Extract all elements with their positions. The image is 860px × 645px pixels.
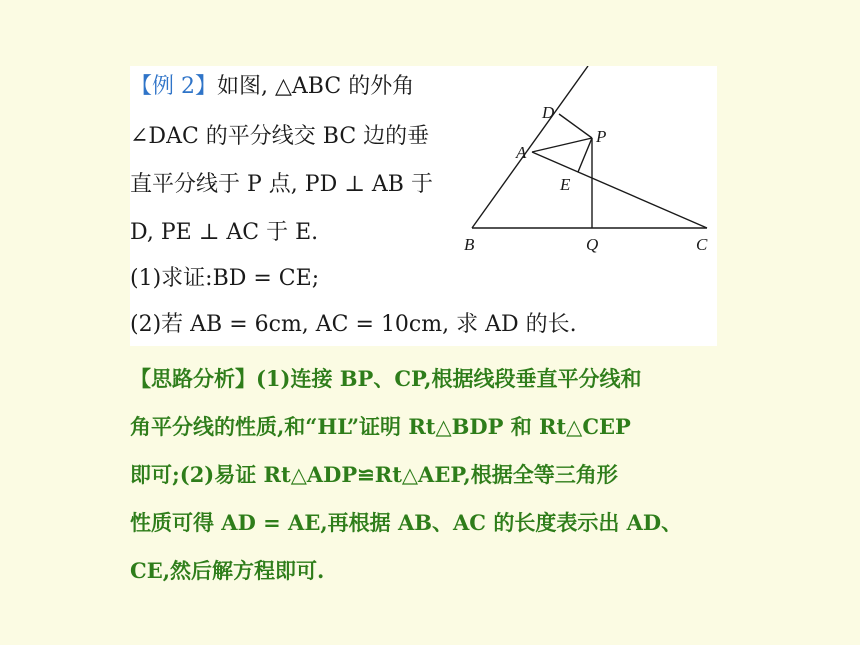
line-AP [532, 138, 592, 152]
label-A: A [516, 143, 527, 162]
analysis-line-1 [130, 364, 641, 394]
label-E: E [560, 175, 571, 194]
label-Q: Q [586, 235, 599, 254]
problem-line-1 [130, 72, 414, 102]
analysis-tag: 【思路分析】 [130, 366, 256, 391]
analysis-text-1: (1)连接 BP、CP,根据线段垂直平分线和 [256, 366, 642, 391]
example-tag: 【例 2】 [130, 74, 217, 99]
line-AC [532, 152, 707, 228]
label-P: P [596, 127, 607, 146]
label-B: B [464, 235, 475, 254]
problem-line-6: (2)若 AB = 6cm, AC = 10cm, 求 AD 的长. [130, 312, 577, 337]
problem-line-3: 直平分线于 P 点, PD ⊥ AB 于 [130, 172, 433, 197]
analysis-line-3: 即可;(2)易证 Rt△ADP≌Rt△AEP,根据全等三角形 [130, 462, 618, 487]
analysis-line-5: CE,然后解方程即可. [130, 558, 325, 583]
problem-text-1: 如图, △ABC 的外角 [217, 74, 415, 99]
line-PD [559, 114, 592, 138]
geometry-figure [460, 66, 717, 256]
problem-line-4: D, PE ⊥ AC 于 E. [130, 220, 319, 245]
problem-line-5: (1)求证:BD = CE; [130, 266, 320, 291]
problem-box [130, 66, 717, 346]
line-PE [578, 138, 592, 172]
line-BA-extended [472, 66, 588, 228]
label-D: D [542, 103, 555, 122]
analysis-line-2: 角平分线的性质,和“HL”证明 Rt△BDP 和 Rt△CEP [130, 414, 631, 439]
problem-line-2: ∠DAC 的平分线交 BC 边的垂 [130, 124, 430, 149]
analysis-line-4: 性质可得 AD = AE,再根据 AB、AC 的长度表示出 AD、 [130, 510, 683, 535]
label-C: C [696, 235, 708, 254]
